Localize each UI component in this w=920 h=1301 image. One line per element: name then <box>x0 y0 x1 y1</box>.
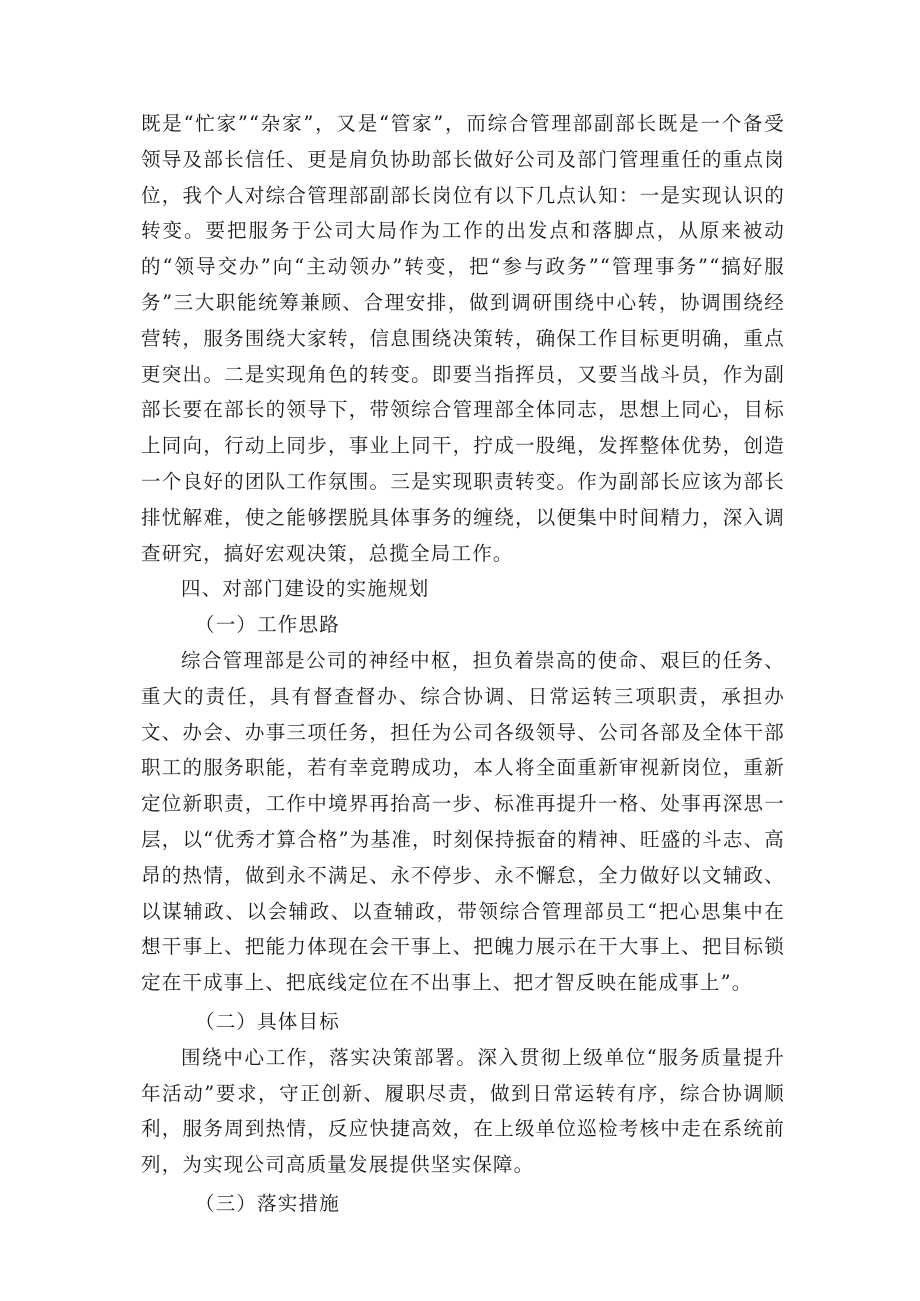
subsection-heading-specific-goals: （二）具体目标 <box>195 1009 340 1033</box>
subsection-heading-implementation: （三）落实措施 <box>195 1191 340 1215</box>
paragraph-role-awareness: 既是“忙家”“杂家”，又是“管家”，而综合管理部副部长既是一个备受领导及部长信任、更是肩负协助部长做好公司及部门管理重任的重点岗位，我个人对综合管理部副部长岗位有以下几点认知：一是实现认识的转变。要把服务于公司大局作为工作的出发点和落脚点，从原来被动的“领导交办”向“主动领办”转变，把“参与政务”“管理事务”“搞好服务”三大职能统筹兼顾、合理安排，做到调研围绕中心转，协调围绕经营转，服务围绕大家转，信息围绕决策转，确保工作目标更明确，重点更突出。二是实现角色的转变。即要当指挥员，又要当战斗员，作为副部长要在部长的领导下，带领综合管理部全体同志，思想上同心，目标上同向，行动上同步，事业上同干，拧成一股绳，发挥整体优势，创造一个良好的团队工作氛围。三是实现职责转变。作为副部长应该为部长排忧解难，使之能够摆脱具体事务的缠绕，以便集中时间精力，深入调查研究，搞好宏观决策，总揽全局工作。 <box>141 112 785 565</box>
section-heading-department-plan: 四、对部门建设的实施规划 <box>181 577 430 601</box>
paragraph-specific-goals: 围绕中心工作，落实决策部署。深入贯彻上级单位“服务质量提升年活动”要求，守正创新、履职尽责，做到日常运转有序，综合协调顺利，服务周到热情，反应快捷高效，在上级单位巡检考核中走在系统前列，为实现公司高质量发展提供坚实保障。 <box>141 1045 785 1177</box>
paragraph-work-approach: 综合管理部是公司的神经中枢，担负着崇高的使命、艰巨的任务、重大的责任，具有督查督办、综合协调、日常运转三项职责，承担办文、办会、办事三项任务，担任为公司各级领导、公司各部及全体干部职工的服务职能，若有幸竞聘成功，本人将全面重新审视新岗位，重新定位新职责，工作中境界再抬高一步、标准再提升一格、处事再深思一层，以“优秀才算合格”为基准，时刻保持振奋的精神、旺盛的斗志、高昂的热情，做到永不满足、永不停步、永不懈怠，全力做好以文辅政、以谋辅政、以会辅政、以查辅政，带领综合管理部员工“把心思集中在想干事上、把能力体现在会干事上、把魄力展示在干大事上、把目标锁定在干成事上、把底线定位在不出事上、把才智反映在能成事上”。 <box>141 648 785 995</box>
subsection-heading-work-approach: （一）工作思路 <box>195 613 340 637</box>
document-body <box>141 106 785 1222</box>
